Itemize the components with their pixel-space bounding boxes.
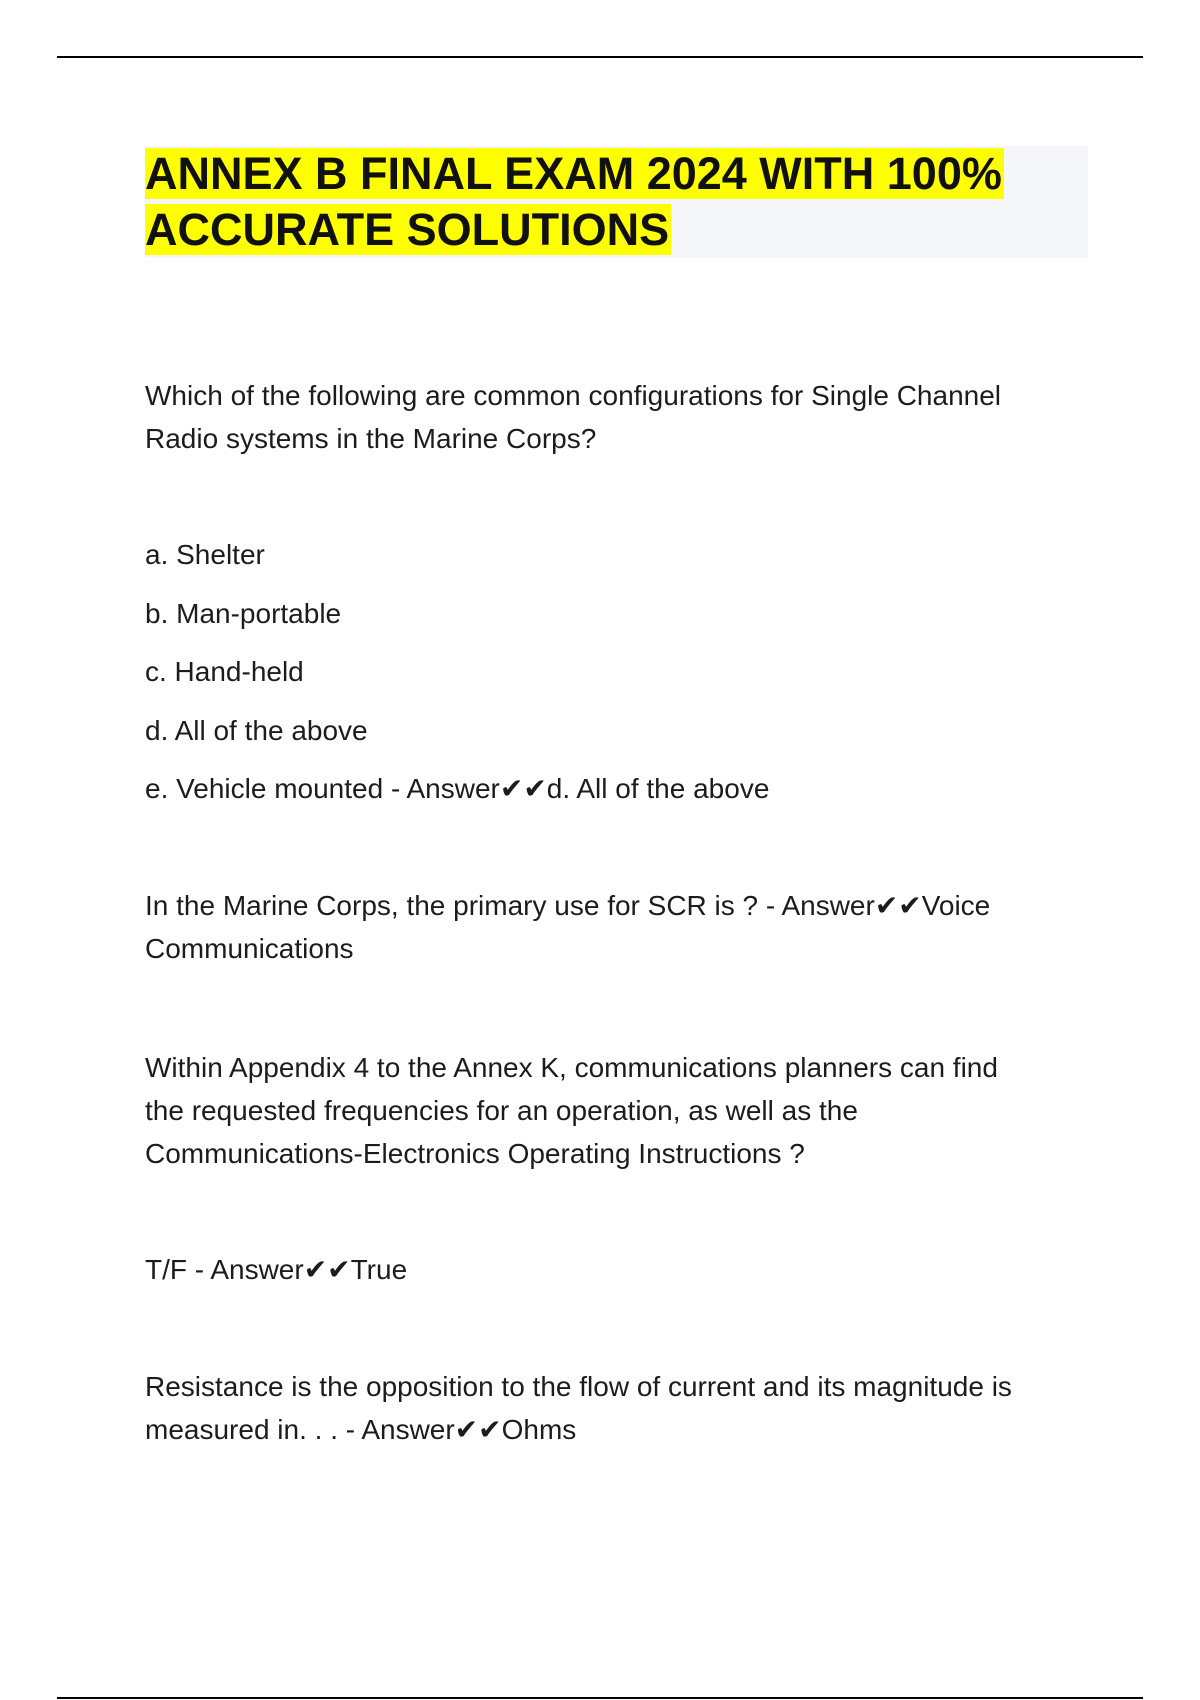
question-3-answer	[145, 1248, 1085, 1291]
option-c: c. Hand-held	[145, 656, 304, 687]
text-line: T/F - Answer✔✔True	[145, 1254, 408, 1285]
question-1-text	[145, 374, 1085, 460]
option-a: a. Shelter	[145, 539, 265, 570]
text-line: measured in. . . - Answer✔✔Ohms	[145, 1414, 577, 1445]
bottom-divider	[57, 1697, 1143, 1699]
question-3-text	[145, 1046, 1085, 1175]
question-2-text	[145, 884, 1085, 970]
option-b: b. Man-portable	[145, 598, 342, 629]
text-line: the requested frequencies for an operation, as well as the	[145, 1095, 858, 1126]
text-line: In the Marine Corps, the primary use for SCR is ? - Answer✔✔Voice	[145, 890, 991, 921]
question-4-text	[145, 1365, 1085, 1451]
option-d: d. All of the above	[145, 715, 368, 746]
text-line: Within Appendix 4 to the Annex K, communications planners can find	[145, 1052, 998, 1083]
document-title	[145, 146, 1088, 258]
top-divider	[57, 56, 1143, 58]
title-block	[145, 146, 1088, 258]
text-line: Resistance is the opposition to the flow of current and its magnitude is	[145, 1371, 1012, 1402]
title-line-1: ANNEX B FINAL EXAM 2024 WITH 100%	[145, 148, 1002, 199]
option-e-answer: e. Vehicle mounted - Answer✔✔d. All of the above	[145, 773, 770, 804]
text-line: Communications-Electronics Operating Instructions ?	[145, 1138, 805, 1169]
text-line: Radio systems in the Marine Corps?	[145, 423, 597, 454]
title-line-2: ACCURATE SOLUTIONS	[145, 204, 670, 255]
text-line: Which of the following are common configurations for Single Channel	[145, 380, 1002, 411]
text-line: Communications	[145, 933, 354, 964]
